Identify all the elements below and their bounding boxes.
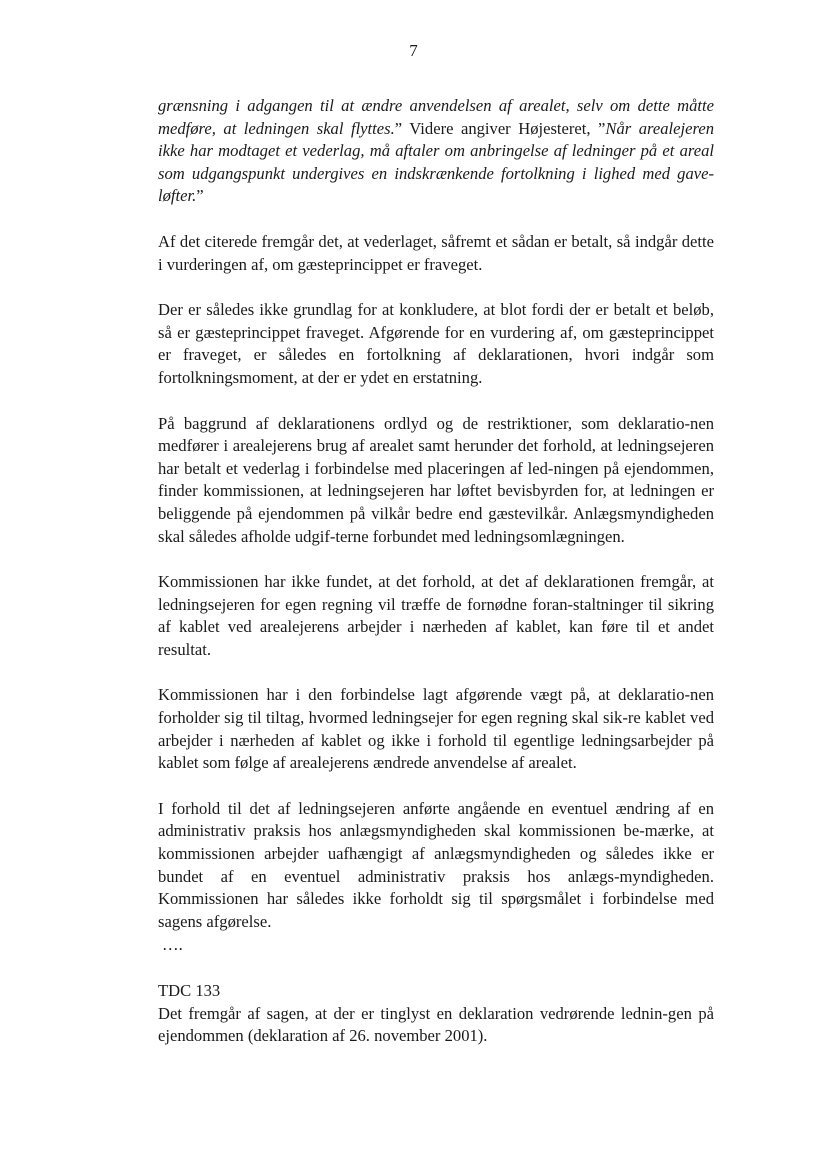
paragraph-1: Af det citerede fremgår det, at vederlaget, såfremt et sådan er betalt, så indgår dette i vurderingen af, om gæsteprincippet er fraveget.	[158, 231, 714, 274]
tdc-heading: TDC 133	[158, 981, 221, 1000]
paragraph-2: Der er således ikke grundlag for at konkludere, at blot fordi der er betalt et beløb, så er gæsteprincippet fraveget. Afgørende for en vurdering af, om gæsteprincippet er fraveget, er således en fortolkning af deklarationen, hvori indgår som fortolkningsmoment, at der er ydet en erstatning.	[158, 300, 714, 387]
paragraph-5: Kommissionen har i den forbindelse lagt afgørende vægt på, at deklaratio-nen forholder sig til tiltag, hvormed ledningsejer for egen regning skal sik-re kablet ved arbejder i nærheden af kablet og ikke i forhold til egentlige ledningsarbejder på kablet som følge af arealejerens ændrede anvendelse af arealet.	[158, 685, 714, 773]
quote-italic-part-2: Når arealejeren ikke har modtaget et vederlag, må aftaler om anbringelse af ledninger på et areal som udgangspunkt undergives en indskrænkende fortolkning i lighed med gave-løfter.	[158, 118, 714, 206]
quote-italic-part-1: grænsning i adgangen til at ændre anvendelsen af arealet, selv om dette måtte medføre, at ledningen skal flyttes.	[158, 96, 714, 138]
quote-plain-part: ” Videre angiver Højesteret, ”	[394, 118, 606, 138]
page-number: 7	[409, 41, 418, 60]
paragraph-3: På baggrund af deklarationens ordlyd og de restriktioner, som deklaratio-nen medfører i arealejerens brug af arealet samt herunder det forhold, at ledningsejeren har betalt et vederlag i forbindelse med placeringen af led-ningen på ejendommen, finder kommissionen, at ledningsejeren har løftet bevisbyrden for, at ledningen er beliggende på ejendommen på vilkår bedre end gæstevilkår. Anlægsmyndigheden skal således afholde udgif-terne forbundet med ledningsomlægningen.	[158, 413, 714, 546]
ellipsis: ….	[162, 935, 183, 955]
quote-paragraph	[158, 95, 714, 208]
tdc-paragraph: Det fremgår af sagen, at der er tinglyst en deklaration vedrørende lednin-gen på ejendommen (deklaration af 26. november 2001).	[158, 1003, 714, 1046]
paragraph-6: I forhold til det af ledningsejeren anførte angående en eventuel ændring af en administrativ praksis hos anlægsmyndigheden skal kommissionen be-mærke, at kommissionen arbejder uafhængigt af anlægsmyndigheden og således ikke er bundet af en eventuel administrativ praksis hos anlægs-myndigheden. Kommissionen har således ikke forholdt sig til spørgsmålet i forbindelse med sagens afgørelse.	[158, 798, 714, 931]
document-body	[158, 95, 714, 1071]
quote-closing-mark: ”	[196, 186, 204, 206]
paragraph-4: Kommissionen har ikke fundet, at det forhold, at det af deklarationen fremgår, at ledningsejeren for egen regning vil træffe de fornødne foran-staltninger til sikring af kablet ved arealejerens arbejder i nærheden af kablet, kan føre til et andet resultat.	[158, 572, 714, 659]
